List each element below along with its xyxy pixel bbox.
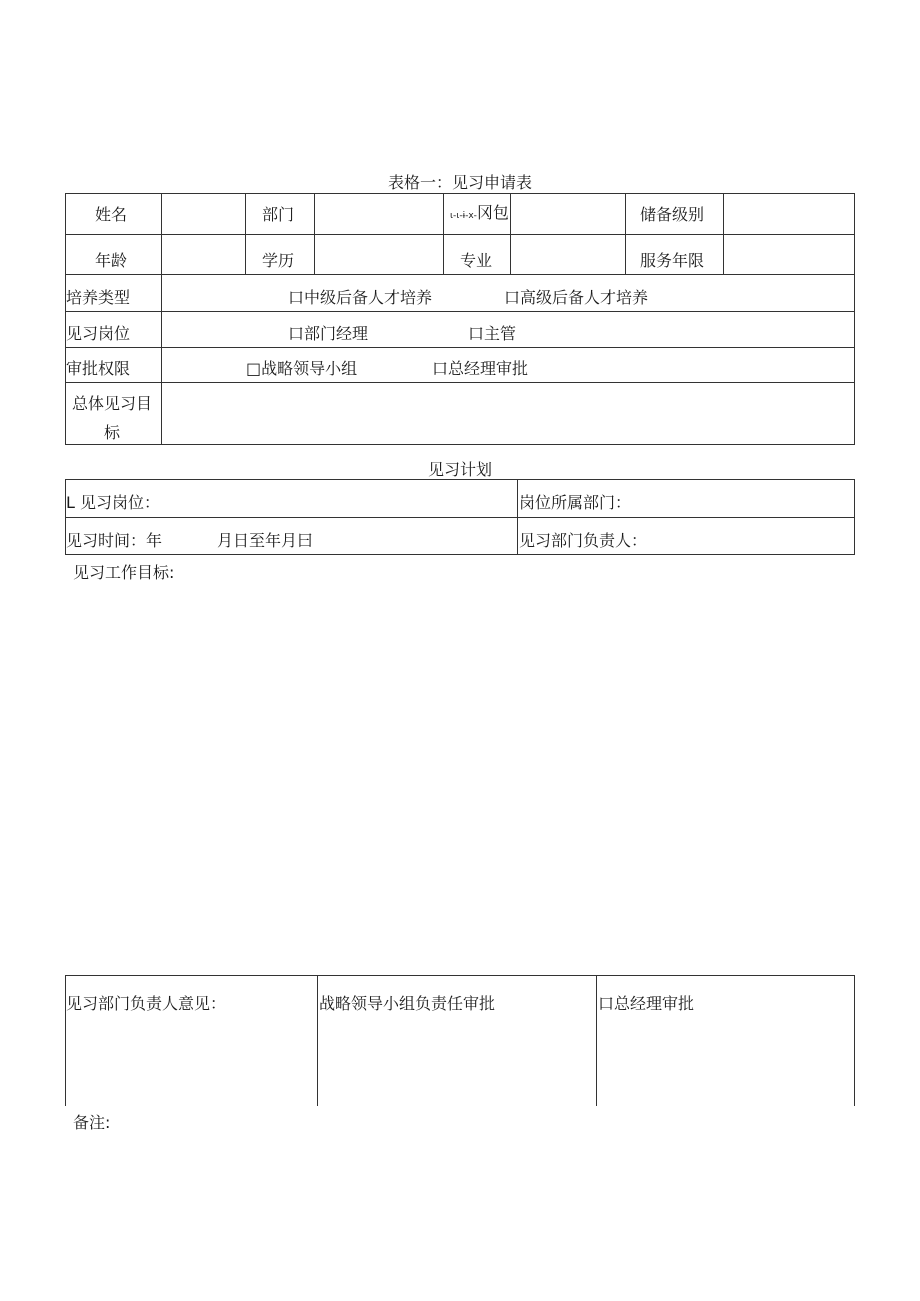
overall-goal-label-line2: 标	[104, 423, 121, 442]
intern-post-label: 见习岗位	[66, 324, 131, 343]
approval-option-gm[interactable]: 口总经理审批	[432, 359, 529, 378]
service-years-label: 服务年限	[640, 251, 705, 270]
education-label: 学历	[262, 251, 295, 270]
remarks-label: 备注:	[73, 1113, 111, 1132]
plan-post-dept-label: 岗位所属部门：	[519, 493, 632, 512]
position-label-text: 冈包	[476, 203, 509, 222]
dept-head-opinion-label: 见习部门负责人意见：	[66, 994, 227, 1013]
training-option-senior[interactable]: 口高级后备人才培养	[504, 288, 649, 307]
plan-post-label: L 见习岗位：	[66, 493, 161, 512]
gm-approval-checkbox[interactable]: 口总经理审批	[598, 994, 695, 1013]
post-option-dept-manager[interactable]: 口部门经理	[288, 324, 369, 343]
strategy-group-approval-label: 战略领导小组负责任审批	[319, 994, 496, 1013]
name-label: 姓名	[95, 205, 128, 224]
plan-time-label: 见习时间：年	[66, 531, 163, 550]
overall-goal-label-line1: 总体见习目	[72, 394, 153, 413]
training-type-label: 培养类型	[66, 288, 131, 307]
post-option-supervisor[interactable]: 口主管	[468, 324, 517, 343]
form-title: 表格一：见习申请表	[387, 173, 532, 192]
work-goal-label: 见习工作目标:	[73, 563, 175, 582]
plan-time-label-rest: 月日至年月曰	[217, 531, 314, 550]
approval-authority-label: 审批权限	[66, 359, 131, 378]
major-label: 专业	[460, 251, 493, 270]
training-option-intermediate[interactable]: 口中级后备人才培养	[288, 288, 433, 307]
plan-dept-head-label: 见习部门负责人：	[519, 531, 648, 550]
reserve-level-label: 储备级别	[640, 205, 705, 224]
plan-section-title: 见习计划	[427, 460, 492, 479]
position-label	[450, 203, 509, 226]
age-label: 年龄	[95, 251, 128, 270]
position-label-prefix: ɩ-ɩ-ɨ-x-	[450, 211, 477, 221]
approval-option-strategy-group[interactable]: □战略领导小组	[246, 359, 358, 378]
department-label: 部门	[262, 205, 295, 224]
